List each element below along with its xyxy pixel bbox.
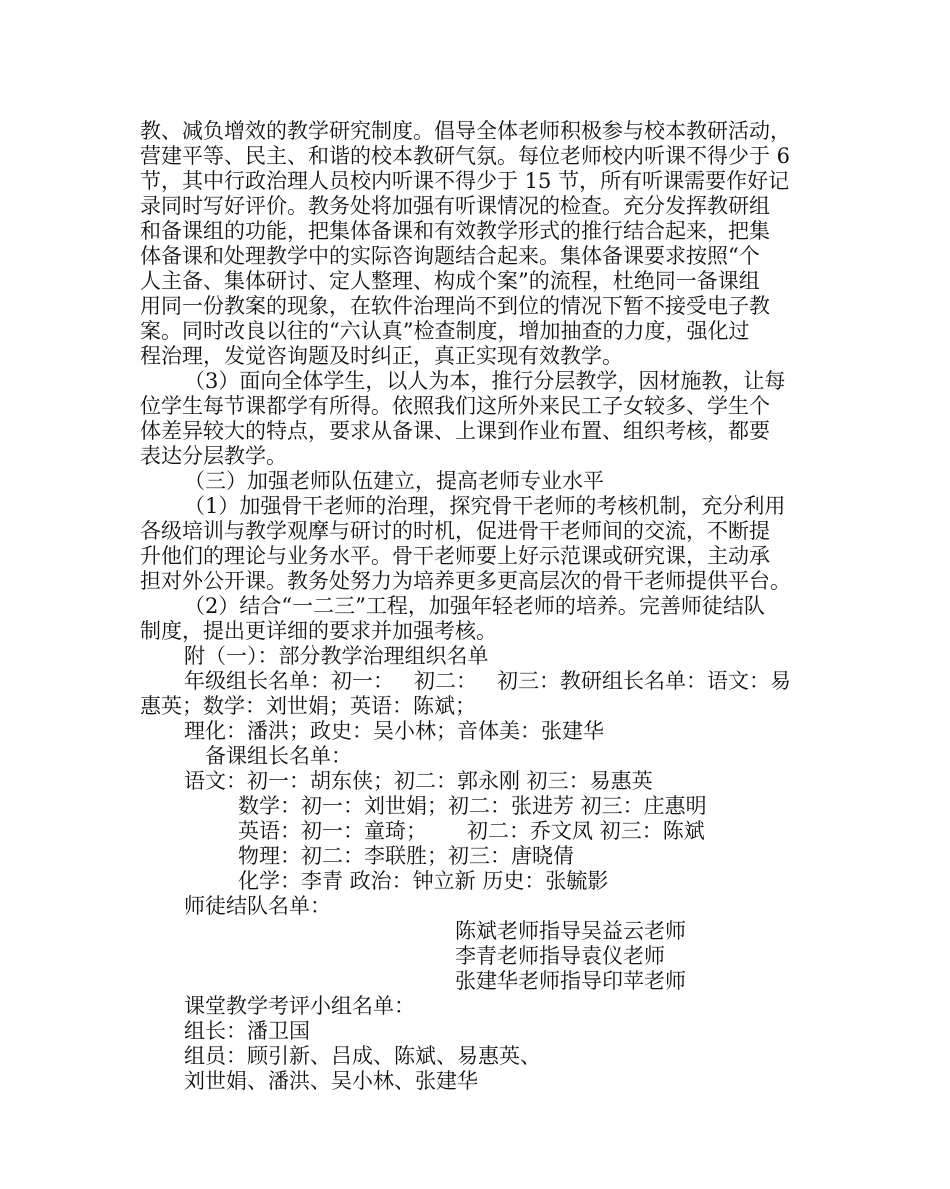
- text-line: 教、减负增效的教学研究制度。倡导全体老师积极参与校本教研活动，: [140, 119, 791, 143]
- text-line: 表达分层教学。: [140, 444, 287, 468]
- text-line: 年级组长名单：初一： 初二： 初三：教研组长名单：语文：易: [184, 669, 792, 693]
- text-line: 程治理，发觉咨询题及时纠正，真正实现有效教学。: [140, 344, 623, 368]
- text-line: 英语：初一：童琦； 初二：乔文凤 初三：陈斌: [238, 819, 705, 843]
- text-line: 节，其中行政治理人员校内听课不得少于 15 节，所有听课需要作好记: [140, 169, 790, 193]
- text-line: 备课组长名单：: [205, 744, 352, 768]
- text-line: 陈斌老师指导吴益云老师: [455, 919, 686, 943]
- text-line: 案。同时改良以往的“六认真”检查制度，增加抽查的力度，强化过: [140, 319, 750, 343]
- text-line: 营建平等、民主、和谐的校本教研气氛。每位老师校内听课不得少于 6: [140, 144, 791, 168]
- text-line: 惠英；数学：刘世娟；英语：陈斌；: [140, 694, 476, 718]
- text-line: 师徒结队名单：: [184, 894, 331, 918]
- text-line: 刘世娟、潘洪、吴小林、张建华: [184, 1069, 478, 1093]
- text-line: 李青老师指导袁仪老师: [455, 944, 665, 968]
- text-line: 各级培训与教学观摩与研讨的时机，促进骨干老师间的交流，不断提: [140, 519, 770, 543]
- text-line: 位学生每节课都学有所得。依照我们这所外来民工子女较多、学生个: [140, 394, 770, 418]
- text-line: 用同一份教案的现象，在软件治理尚不到位的情况下暂不接受电子教: [140, 294, 770, 318]
- section-heading: （三）加强老师队伍建立，提高老师专业水平: [184, 469, 604, 493]
- text-line: 物理：初二：李联胜；初三：唐晓倩: [238, 844, 574, 868]
- text-line: （2）结合“一二三”工程，加强年轻老师的培养。完善师徒结队: [184, 594, 765, 618]
- text-line: 课堂教学考评小组名单：: [184, 994, 415, 1018]
- text-line: 体备课和处理教学中的实际咨询题结合起来。集体备课要求按照“个: [140, 244, 760, 268]
- text-line: 升他们的理论与业务水平。骨干老师要上好示范课或研究课，主动承: [140, 544, 770, 568]
- text-line: 语文：初一：胡东侠；初二：郭永刚 初三：易惠英: [184, 769, 653, 793]
- text-line: 担对外公开课。教务处努力为培养更多更高层次的骨干老师提供平台。: [140, 569, 791, 593]
- text-line: 体差异较大的特点，要求从备课、上课到作业布置、组织考核，都要: [140, 419, 770, 443]
- text-line: （3）面向全体学生，以人为本，推行分层教学，因材施教，让每: [184, 369, 786, 393]
- text-line: 制度，提出更详细的要求并加强考核。: [140, 619, 497, 643]
- text-line: 化学：李青 政治：钟立新 历史：张毓影: [238, 869, 609, 893]
- text-line: 和备课组的功能，把集体备课和有效教学形式的推行结合起来，把集: [140, 219, 770, 243]
- text-line: （1）加强骨干老师的治理，探究骨干老师的考核机制，充分利用: [184, 494, 786, 518]
- text-line: 组长：潘卫国: [184, 1019, 310, 1043]
- text-line: 数学：初一：刘世娟；初二：张进芳 初三：庄惠明: [238, 794, 707, 818]
- appendix-heading: 附（一）：部分教学治理组织名单: [184, 644, 489, 668]
- text-line: 人主备、集体研讨、定人整理、构成个案”的流程，杜绝同一备课组: [140, 269, 760, 293]
- text-line: 录同时写好评价。教务处将加强有听课情况的检查。充分发挥教研组: [140, 194, 770, 218]
- text-line: 理化：潘洪；政史：吴小林；音体美：张建华: [184, 719, 604, 743]
- text-line: 张建华老师指导印苹老师: [455, 969, 686, 993]
- text-line: 组员：顾引新、吕成、陈斌、易惠英、: [184, 1044, 541, 1068]
